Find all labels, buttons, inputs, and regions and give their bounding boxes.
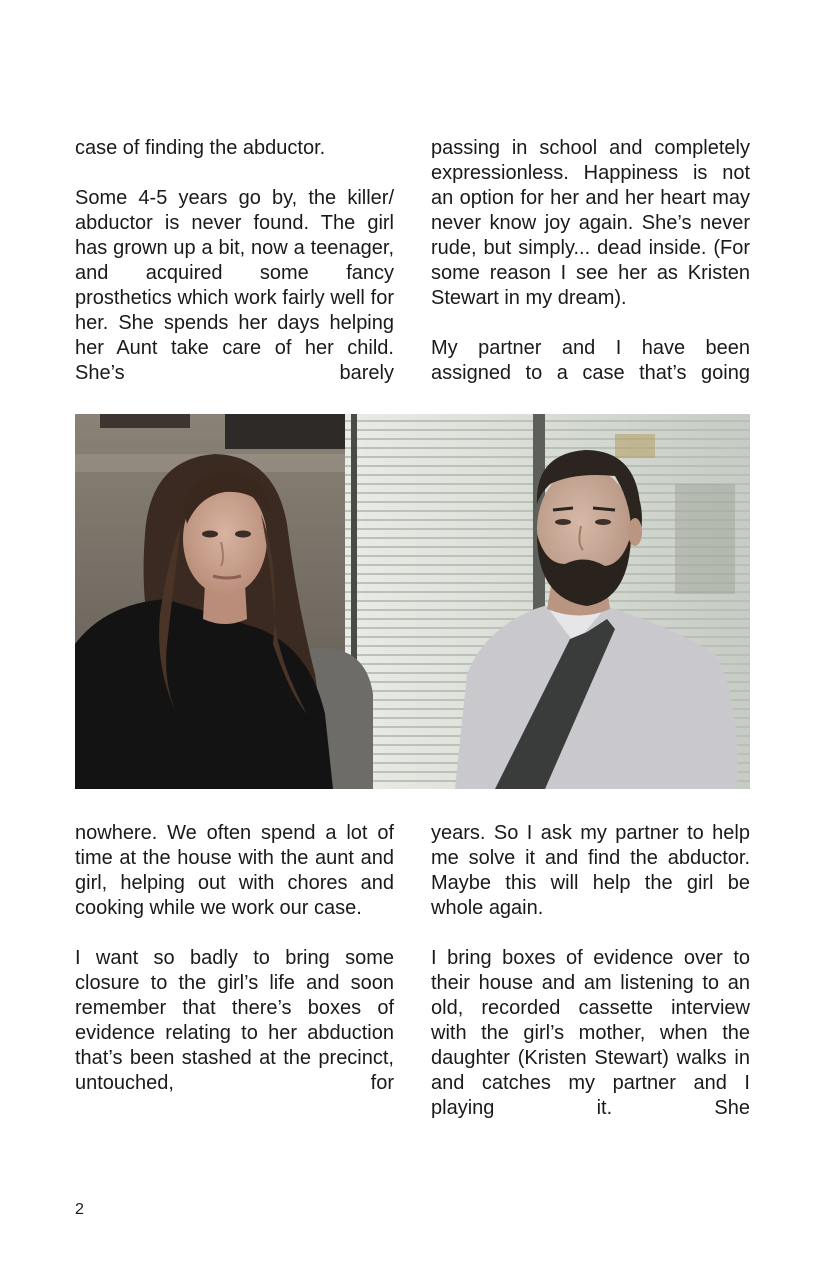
story-photo	[75, 414, 750, 789]
text-column-bottom-right	[431, 821, 750, 1121]
paragraph: Some 4-5 years go by, the killer/ abductor is never found. The girl has grown up a bit, now a teenager, and acquired some fancy prosthetics which work fairly well for her. She spends her days helping her Aunt take care of her child. She’s barely	[75, 187, 394, 384]
text-column-top-left	[75, 136, 394, 386]
text-column-bottom-left	[75, 821, 394, 1096]
paragraph: years. So I ask my partner to help me solve it and find the abductor. Maybe this will help the girl be whole again.	[431, 822, 750, 919]
paragraph: I want so badly to bring some closure to the girl’s life and soon remember that there’s boxes of evidence relating to her abduction that’s been stashed at the precinct, untouched, for	[75, 947, 394, 1094]
paragraph: nowhere. We often spend a lot of time at the house with the aunt and girl, helping out with chores and cooking while we work our case.	[75, 822, 394, 919]
paragraph: I bring boxes of evidence over to their house and am listening to an old, recorded cassette interview with the girl’s mother, when the daughter (Kristen Stewart) walks in and catches my partner and I playing it. She	[431, 947, 750, 1119]
paragraph: case of finding the abductor.	[75, 137, 326, 159]
paragraph: passing in school and completely expressionless. Happiness is not an option for her and her heart may never know joy again. She’s never rude, but simply... dead inside. (For some reason I see her as Kristen Stewart in my dream).	[431, 137, 750, 309]
paragraph: My partner and I have been assigned to a case that’s going	[431, 337, 750, 384]
text-column-top-right	[431, 136, 750, 386]
page-number: 2	[75, 1201, 84, 1218]
